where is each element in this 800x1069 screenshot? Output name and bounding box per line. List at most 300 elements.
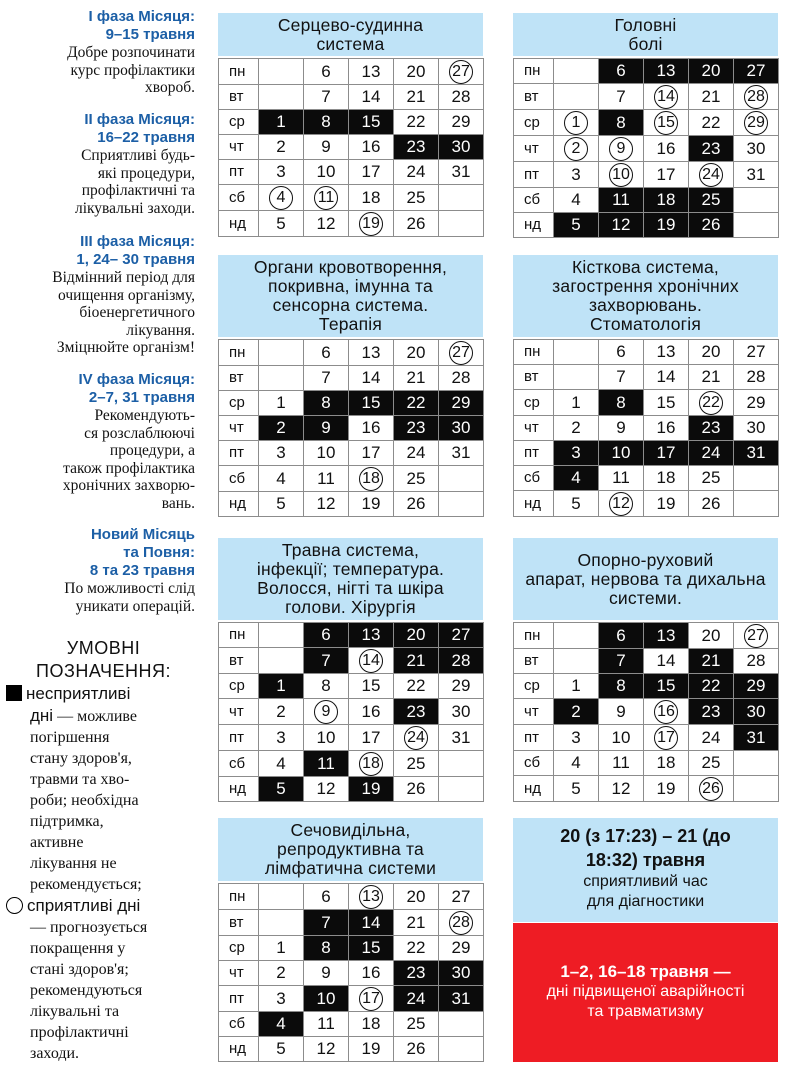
weekday-label: чт — [514, 416, 554, 441]
date-cell — [554, 390, 599, 416]
weekday-label: ср — [219, 110, 259, 135]
date-cell — [689, 84, 734, 110]
date-number: 25 — [406, 187, 426, 207]
favorable-date: 28 — [449, 911, 473, 935]
unfavorable-date: 2 — [276, 418, 286, 437]
date-number: 16 — [361, 963, 381, 982]
weekday-label: вт — [514, 649, 554, 674]
date-number: 20 — [406, 342, 426, 362]
calendar-row — [514, 213, 779, 238]
date-cell — [599, 725, 644, 751]
date-number: 31 — [451, 162, 471, 181]
date-cell — [599, 136, 644, 162]
date-cell — [599, 110, 644, 136]
date-cell — [349, 366, 394, 391]
date-cell — [259, 492, 304, 517]
date-cell — [439, 648, 484, 674]
date-cell — [439, 110, 484, 135]
date-cell — [394, 725, 439, 751]
desc-line: Сприятливі будь- — [81, 147, 195, 164]
date-cell — [439, 135, 484, 160]
unfavorable-date: 20 — [406, 625, 426, 644]
date-cell — [349, 416, 394, 441]
desc-line: По можливості слід — [64, 580, 195, 597]
date-number: 9 — [616, 701, 626, 721]
empty-cell — [439, 466, 484, 492]
phase-new-full-moon — [0, 526, 195, 615]
favorable-date: 17 — [359, 987, 383, 1011]
date-cell — [599, 674, 644, 699]
weekday-label: нд — [219, 211, 259, 237]
desc-line: лікувальні та — [30, 1003, 120, 1020]
danger-box — [513, 923, 778, 1062]
date-number: 22 — [406, 938, 426, 957]
date-number: 24 — [406, 443, 426, 462]
date-number: 4 — [276, 753, 286, 773]
favorable-date: 22 — [699, 391, 723, 415]
date-cell — [349, 986, 394, 1012]
date-cell — [394, 777, 439, 802]
unfavorable-date: 6 — [616, 61, 626, 80]
favorable-date: 14 — [359, 649, 383, 673]
calendar-row — [219, 466, 484, 492]
date-cell — [599, 162, 644, 188]
date-cell — [599, 416, 644, 441]
weekday-label: пт — [514, 725, 554, 751]
date-cell — [644, 466, 689, 491]
date-cell — [394, 366, 439, 391]
date-number: 10 — [316, 162, 336, 181]
calendar-row — [219, 441, 484, 466]
calendar-grid — [218, 883, 484, 1062]
date-number: 11 — [612, 468, 630, 487]
date-cell — [554, 725, 599, 751]
desc-line: активне — [30, 834, 84, 851]
unfavorable-date: 31 — [746, 727, 766, 747]
unfavorable-date: 21 — [406, 650, 426, 670]
panel-title — [513, 255, 778, 337]
date-cell — [349, 160, 394, 185]
date-cell — [394, 986, 439, 1012]
weekday-label: нд — [219, 777, 259, 802]
date-cell — [689, 136, 734, 162]
unfavorable-date: 30 — [746, 701, 766, 721]
date-cell — [304, 135, 349, 160]
calendar-grid — [513, 339, 779, 517]
weekday-label: ср — [514, 110, 554, 136]
left-column — [0, 0, 205, 1069]
date-cell — [644, 751, 689, 776]
diag-line-1: 20 (з 17:23) – 21 (до — [560, 826, 731, 846]
diag-line-4: для діагностики — [586, 893, 705, 910]
weekday-label: сб — [219, 751, 259, 777]
date-number: 17 — [361, 443, 381, 462]
date-number: 2 — [276, 137, 286, 156]
unfavorable-date: 12 — [611, 215, 631, 234]
date-cell — [439, 391, 484, 416]
empty-cell — [439, 1012, 484, 1037]
date-cell — [349, 185, 394, 211]
date-cell — [689, 162, 734, 188]
date-number: 17 — [656, 164, 676, 184]
desc-line: підтримка, — [30, 813, 104, 830]
calendar-row — [219, 160, 484, 185]
unfavorable-date: 7 — [321, 650, 331, 670]
desc-line: лікувальні заходи. — [74, 199, 195, 217]
date-number: 26 — [406, 494, 426, 513]
date-number: 12 — [316, 494, 336, 513]
panel-title-line: Стоматологія — [589, 314, 701, 334]
date-number: 21 — [406, 368, 426, 387]
date-cell — [394, 648, 439, 674]
unfavorable-date: 8 — [321, 112, 331, 131]
empty-cell — [734, 466, 779, 491]
panel-title-line: Сечовидільна, — [290, 820, 411, 840]
date-number: 12 — [316, 779, 336, 798]
unfavorable-date: 8 — [616, 392, 626, 412]
date-cell — [734, 84, 779, 110]
date-cell — [554, 699, 599, 725]
calendar-row — [514, 776, 779, 802]
date-cell — [394, 936, 439, 961]
date-cell — [259, 441, 304, 466]
date-number: 2 — [276, 701, 286, 721]
date-number: 1 — [276, 938, 286, 957]
weekday-label: вт — [219, 648, 259, 674]
date-number: 13 — [656, 342, 676, 361]
date-cell — [304, 1012, 349, 1037]
date-number: 19 — [656, 778, 676, 798]
phase-dates-2: 8 та 23 травня — [89, 562, 195, 579]
date-cell — [304, 85, 349, 110]
unfavorable-date: 23 — [406, 963, 426, 982]
date-number: 18 — [656, 753, 676, 772]
weekday-label: вт — [219, 85, 259, 110]
date-cell — [259, 699, 304, 725]
date-number: 22 — [406, 676, 426, 695]
date-number: 17 — [361, 162, 381, 181]
date-cell — [304, 160, 349, 185]
calendar-row — [514, 623, 779, 649]
date-number: 11 — [612, 753, 630, 772]
date-number: 10 — [316, 727, 336, 747]
date-cell — [394, 85, 439, 110]
calendar-row — [514, 725, 779, 751]
date-number: 1 — [571, 676, 581, 695]
weekday-label: пт — [219, 725, 259, 751]
date-cell — [689, 213, 734, 238]
date-number: 15 — [361, 676, 381, 695]
phase-1 — [0, 8, 195, 97]
desc-line: — можливе — [57, 708, 137, 725]
desc-line: стану здоров'я, — [30, 750, 132, 767]
date-number: 17 — [361, 727, 381, 747]
date-number: 5 — [571, 778, 581, 798]
date-cell — [304, 623, 349, 648]
date-number: 28 — [451, 87, 471, 106]
weekday-label: пт — [219, 986, 259, 1012]
calendar-row — [219, 910, 484, 936]
calendar-row — [219, 59, 484, 85]
date-cell — [259, 160, 304, 185]
calendar-row — [514, 59, 779, 84]
date-cell — [554, 776, 599, 802]
date-number: 18 — [656, 468, 676, 487]
phase-4 — [0, 371, 195, 512]
phase-title: І фаза Місяця: — [88, 8, 195, 25]
date-cell — [599, 390, 644, 416]
weekday-label: пн — [514, 59, 554, 84]
date-number: 9 — [616, 418, 626, 437]
date-cell — [349, 110, 394, 135]
empty-cell — [439, 751, 484, 777]
date-number: 19 — [361, 1039, 381, 1058]
calendar-row — [514, 674, 779, 699]
weekday-label: пт — [219, 160, 259, 185]
desc-line: очищення організму, — [58, 286, 195, 304]
weekday-label: пт — [514, 441, 554, 466]
date-cell — [439, 366, 484, 391]
unfavorable-date: 5 — [571, 215, 581, 234]
date-number: 4 — [276, 468, 286, 488]
date-number: 25 — [701, 468, 721, 487]
date-number: 29 — [451, 676, 471, 695]
favorable-date: 24 — [404, 726, 428, 750]
date-cell — [554, 751, 599, 776]
empty-cell — [734, 188, 779, 213]
date-cell — [689, 623, 734, 649]
weekday-label: ср — [219, 936, 259, 961]
favorable-date: 2 — [564, 137, 588, 161]
date-cell — [439, 160, 484, 185]
date-cell — [734, 725, 779, 751]
date-cell — [644, 340, 689, 365]
legend-title-2: ПОЗНАЧЕННЯ: — [36, 661, 171, 681]
calendar-row — [514, 188, 779, 213]
black-square-icon — [6, 685, 22, 701]
date-cell — [439, 416, 484, 441]
date-number: 16 — [361, 418, 381, 437]
date-cell — [439, 340, 484, 366]
date-cell — [394, 340, 439, 366]
date-cell — [394, 59, 439, 85]
calendar-row — [219, 366, 484, 391]
date-number: 27 — [451, 886, 471, 906]
unfavorable-date: 22 — [701, 676, 721, 695]
date-cell — [259, 391, 304, 416]
legend-good-desc — [6, 917, 201, 1064]
empty-cell — [439, 185, 484, 211]
date-cell — [554, 491, 599, 517]
calendar-grid — [218, 622, 484, 802]
unfavorable-date: 8 — [616, 112, 626, 132]
date-cell — [554, 674, 599, 699]
favorable-date: 9 — [609, 137, 633, 161]
date-cell — [439, 699, 484, 725]
date-cell — [734, 699, 779, 725]
weekday-label: пн — [219, 59, 259, 85]
date-cell — [394, 110, 439, 135]
panel-title-line: система — [316, 33, 385, 54]
date-number: 20 — [406, 886, 426, 906]
date-number: 7 — [616, 86, 626, 106]
date-cell — [734, 623, 779, 649]
unfavorable-date: 17 — [656, 443, 676, 462]
date-cell — [599, 466, 644, 491]
date-number: 5 — [571, 493, 581, 513]
date-cell — [394, 961, 439, 986]
phase-desc — [0, 407, 195, 512]
date-number: 8 — [321, 676, 331, 695]
favorable-date: 18 — [359, 467, 383, 491]
unfavorable-date: 9 — [321, 418, 331, 437]
date-number: 10 — [316, 443, 336, 462]
date-number: 21 — [701, 367, 721, 386]
desc-line: вань. — [161, 494, 195, 512]
date-number: 10 — [611, 727, 631, 747]
date-number: 9 — [321, 963, 331, 982]
date-number: 20 — [701, 342, 721, 361]
calendar-row — [219, 1012, 484, 1037]
unfavorable-date: 14 — [361, 912, 381, 932]
empty-cell — [554, 340, 599, 365]
empty-cell — [734, 213, 779, 238]
favorable-date: 4 — [269, 186, 293, 210]
favorable-date: 28 — [744, 85, 768, 109]
date-number: 12 — [316, 1039, 336, 1058]
phase-dates: 2–7, 31 травня — [88, 389, 195, 406]
calendar-row — [514, 699, 779, 725]
weekday-label: нд — [514, 776, 554, 802]
unfavorable-date: 10 — [316, 988, 336, 1008]
phase-desc — [0, 269, 195, 357]
date-cell — [689, 649, 734, 674]
calendar-row — [219, 986, 484, 1012]
date-cell — [349, 961, 394, 986]
panel-title-line: Головні — [614, 14, 677, 35]
date-cell — [554, 162, 599, 188]
date-cell — [644, 491, 689, 517]
calendar-row — [514, 491, 779, 517]
date-cell — [394, 441, 439, 466]
desc-line: які процедури, — [97, 164, 195, 182]
calendar-row — [219, 416, 484, 441]
unfavorable-date: 1 — [276, 112, 286, 131]
date-number: 29 — [451, 112, 471, 131]
phase-dates: 9–15 травня — [105, 26, 195, 43]
panel-title-line: захворювань. — [588, 295, 703, 315]
weekday-label: чт — [219, 135, 259, 160]
date-number: 20 — [406, 61, 426, 81]
unfavorable-date: 21 — [701, 651, 721, 670]
unfavorable-date: 2 — [571, 701, 581, 721]
date-number: 26 — [406, 213, 426, 233]
favorable-date: 10 — [609, 163, 633, 187]
unfavorable-date: 23 — [406, 137, 426, 156]
date-number: 3 — [276, 727, 286, 747]
date-cell — [394, 884, 439, 910]
date-cell — [439, 936, 484, 961]
unfavorable-date: 20 — [701, 61, 721, 80]
date-cell — [304, 699, 349, 725]
unfavorable-date: 19 — [361, 779, 381, 798]
unfavorable-date: 18 — [656, 190, 676, 209]
calendar-row — [219, 751, 484, 777]
date-number: 12 — [316, 213, 336, 233]
date-cell — [304, 211, 349, 237]
calendar-row — [219, 623, 484, 648]
date-number: 26 — [406, 1039, 426, 1058]
date-number: 16 — [361, 701, 381, 721]
date-number: 6 — [616, 342, 626, 361]
date-cell — [439, 986, 484, 1012]
date-cell — [439, 674, 484, 699]
calendar-row — [219, 699, 484, 725]
unfavorable-date: 22 — [406, 393, 426, 412]
legend-title: УМОВНІ — [66, 638, 141, 658]
date-cell — [259, 135, 304, 160]
panel-title-line: системи. — [608, 587, 683, 608]
date-cell — [349, 85, 394, 110]
empty-cell — [734, 751, 779, 776]
date-cell — [439, 725, 484, 751]
calendar-row — [514, 466, 779, 491]
unfavorable-date: 6 — [321, 625, 331, 644]
diag-line-2: 18:32) травня — [585, 850, 706, 870]
unfavorable-date: 29 — [746, 676, 766, 695]
date-cell — [304, 674, 349, 699]
desc-line: профілактичні та — [81, 182, 195, 199]
favorable-date: 29 — [744, 111, 768, 135]
empty-cell — [554, 649, 599, 674]
calendar-grid — [513, 58, 779, 238]
date-cell — [689, 59, 734, 84]
date-cell — [304, 185, 349, 211]
favorable-date: 16 — [654, 700, 678, 724]
unfavorable-date: 15 — [361, 112, 381, 131]
date-number: 28 — [451, 368, 471, 387]
unfavorable-date: 28 — [451, 650, 471, 670]
date-cell — [689, 110, 734, 136]
date-number: 3 — [571, 164, 581, 184]
date-number: 26 — [406, 779, 426, 798]
favorable-date: 24 — [699, 163, 723, 187]
calendar-row — [219, 725, 484, 751]
calendar-row — [514, 416, 779, 441]
phase-title: ІІ фаза Місяця: — [84, 111, 195, 128]
date-number: 28 — [746, 651, 766, 670]
legend-good-label: сприятливі дні — [27, 896, 141, 915]
unfavorable-date: 23 — [701, 418, 721, 437]
desc-line: також профілактика — [63, 459, 195, 477]
date-cell — [554, 188, 599, 213]
weekday-label: чт — [219, 699, 259, 725]
date-cell — [259, 674, 304, 699]
unfavorable-date: 6 — [616, 625, 626, 645]
phase-title: ІІІ фаза Місяця: — [80, 233, 195, 250]
date-cell — [304, 466, 349, 492]
date-number: 13 — [361, 61, 381, 81]
date-cell — [394, 185, 439, 211]
desc-line: ся розслаблюючі — [84, 424, 195, 442]
date-cell — [349, 340, 394, 366]
info-box — [513, 818, 778, 1062]
date-cell — [689, 365, 734, 390]
favorable-date: 1 — [564, 111, 588, 135]
phase-title: Новий Місяць — [90, 526, 195, 543]
date-cell — [259, 416, 304, 441]
date-cell — [349, 699, 394, 725]
